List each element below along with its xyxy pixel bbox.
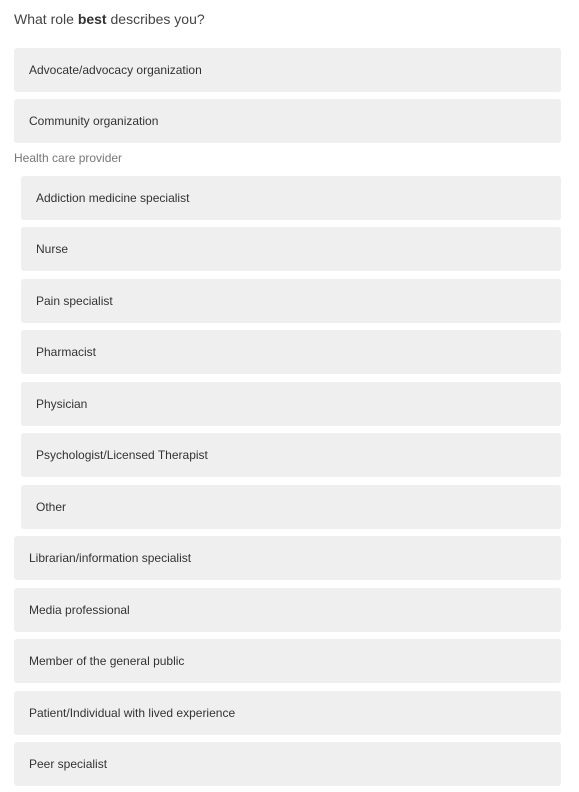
option-label: Nurse: [36, 242, 69, 256]
option-addiction-medicine-specialist[interactable]: [21, 176, 561, 220]
option-physician[interactable]: [21, 382, 561, 426]
option-label: Librarian/information specialist: [29, 551, 192, 565]
option-psychologist[interactable]: [21, 433, 561, 477]
option-patient-lived-experience[interactable]: [14, 691, 561, 735]
group-label-health-care-provider: Health care provider: [14, 151, 123, 165]
option-advocate[interactable]: [14, 48, 561, 92]
option-label: Community organization: [29, 114, 159, 128]
question-title: [14, 10, 205, 28]
option-label: Advocate/advocacy organization: [29, 63, 202, 77]
option-label: Pharmacist: [36, 345, 97, 359]
option-label: Other: [36, 500, 67, 514]
option-label: Addiction medicine specialist: [36, 191, 190, 205]
option-nurse[interactable]: [21, 227, 561, 271]
option-label: Patient/Individual with lived experience: [29, 706, 236, 720]
option-general-public[interactable]: [14, 639, 561, 683]
question-emphasis: best: [77, 11, 107, 27]
option-librarian[interactable]: [14, 536, 561, 580]
option-media-professional[interactable]: [14, 588, 561, 632]
option-peer-specialist[interactable]: [14, 742, 561, 786]
option-label: Peer specialist: [29, 757, 108, 771]
question-prefix: What role: [14, 11, 78, 27]
option-pain-specialist[interactable]: [21, 279, 561, 323]
option-other[interactable]: [21, 485, 561, 529]
question-suffix: describes you?: [106, 11, 205, 27]
option-pharmacist[interactable]: [21, 330, 561, 374]
option-label: Physician: [36, 397, 88, 411]
option-label: Media professional: [29, 603, 130, 617]
option-community-organization[interactable]: [14, 99, 561, 143]
option-label: Psychologist/Licensed Therapist: [36, 448, 208, 462]
option-label: Member of the general public: [29, 654, 185, 668]
option-label: Pain specialist: [36, 294, 113, 308]
